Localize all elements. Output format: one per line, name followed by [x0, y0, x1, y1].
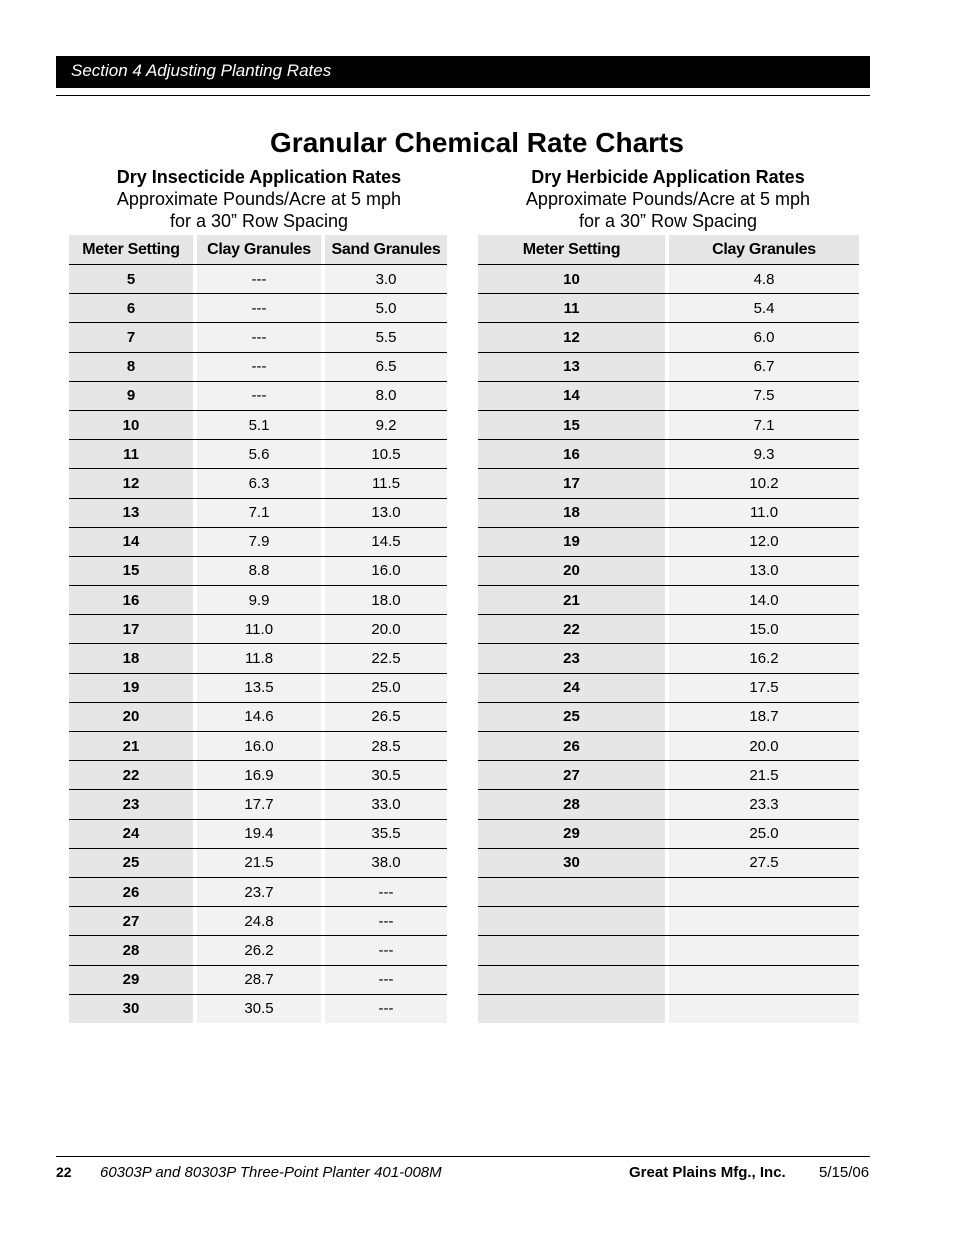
rate-cell: 16.2 [669, 643, 859, 672]
meter-setting-cell: 17 [478, 468, 665, 497]
rate-cell: 13.0 [669, 556, 859, 585]
table-row [69, 643, 447, 672]
table-row [478, 819, 859, 848]
rate-cell: 7.9 [197, 527, 321, 556]
meter-setting-cell [478, 935, 665, 964]
meter-setting-cell: 26 [69, 877, 193, 906]
rate-cell: --- [325, 935, 447, 964]
meter-setting-cell: 22 [478, 614, 665, 643]
meter-setting-cell: 8 [69, 352, 193, 381]
table-row [478, 935, 859, 964]
rate-cell: 9.9 [197, 585, 321, 614]
meter-setting-cell: 12 [478, 322, 665, 351]
table-row [478, 264, 859, 293]
herbicide-subheading-1: Approximate Pounds/Acre at 5 mph [525, 189, 811, 209]
meter-setting-cell: 11 [69, 439, 193, 468]
rate-cell: 7.1 [669, 410, 859, 439]
table-row [478, 965, 859, 994]
meter-setting-cell: 15 [69, 556, 193, 585]
table-row [478, 614, 859, 643]
rate-cell [669, 906, 859, 935]
rate-cell: 5.4 [669, 293, 859, 322]
herbicide-heading: Dry Herbicide Application Rates [531, 167, 805, 187]
meter-setting-cell: 25 [478, 702, 665, 731]
document-date: 5/15/06 [819, 1164, 870, 1181]
meter-setting-cell: 16 [478, 439, 665, 468]
table-row [69, 906, 447, 935]
rate-cell: 8.8 [197, 556, 321, 585]
rate-cell: --- [197, 293, 321, 322]
rate-cell: --- [197, 381, 321, 410]
rate-cell: 14.0 [669, 585, 859, 614]
section-header-bar [56, 56, 870, 88]
meter-setting-cell: 18 [69, 643, 193, 672]
meter-setting-cell: 30 [69, 994, 193, 1023]
table-row [69, 293, 447, 322]
meter-setting-cell: 12 [69, 468, 193, 497]
rate-cell: 33.0 [325, 789, 447, 818]
rate-cell: 16.0 [197, 731, 321, 760]
meter-setting-cell [478, 965, 665, 994]
meter-setting-cell: 14 [478, 381, 665, 410]
table-row [478, 352, 859, 381]
rate-cell: 11.8 [197, 643, 321, 672]
section-header-text: Section 4 Adjusting Planting Rates [71, 61, 332, 80]
table-row [69, 935, 447, 964]
meter-setting-cell: 13 [478, 352, 665, 381]
table-row [478, 848, 859, 877]
rate-cell: 18.7 [669, 702, 859, 731]
rate-cell: 5.6 [197, 439, 321, 468]
table-row [69, 760, 447, 789]
footer-divider [56, 1156, 870, 1157]
rate-cell: 24.8 [197, 906, 321, 935]
rate-cell: --- [197, 264, 321, 293]
rate-cell: 28.5 [325, 731, 447, 760]
rate-cell: 14.6 [197, 702, 321, 731]
rate-cell: 27.5 [669, 848, 859, 877]
meter-setting-cell [478, 994, 665, 1023]
page-number: 22 [56, 1164, 72, 1180]
table-row [69, 994, 447, 1023]
rate-cell: 30.5 [325, 760, 447, 789]
rate-cell: 10.5 [325, 439, 447, 468]
rate-cell: 21.5 [197, 848, 321, 877]
meter-setting-cell: 16 [69, 585, 193, 614]
rate-cell: 7.1 [197, 498, 321, 527]
herbicide-rate-table [478, 235, 859, 1023]
meter-setting-cell: 22 [69, 760, 193, 789]
rate-cell: --- [325, 877, 447, 906]
table-row [69, 527, 447, 556]
table-row [478, 731, 859, 760]
table-row [478, 556, 859, 585]
meter-setting-cell: 28 [478, 789, 665, 818]
rate-cell [669, 877, 859, 906]
meter-setting-cell: 27 [69, 906, 193, 935]
table-row [478, 381, 859, 410]
rate-cell: 14.5 [325, 527, 447, 556]
table-row [478, 877, 859, 906]
table-header-row [69, 235, 447, 264]
rate-cell: 15.0 [669, 614, 859, 643]
rate-cell: --- [197, 322, 321, 351]
rate-cell: 19.4 [197, 819, 321, 848]
column-header: Clay Granules [669, 235, 859, 264]
rate-cell: 20.0 [669, 731, 859, 760]
table-row [69, 673, 447, 702]
table-row [69, 264, 447, 293]
rate-cell: --- [325, 994, 447, 1023]
meter-setting-cell: 21 [478, 585, 665, 614]
rate-cell: 3.0 [325, 264, 447, 293]
table-row [69, 439, 447, 468]
rate-cell: 26.2 [197, 935, 321, 964]
rate-cell [669, 994, 859, 1023]
table-row [478, 410, 859, 439]
rate-cell: --- [325, 906, 447, 935]
table-row [69, 848, 447, 877]
insecticide-subheading-2: for a 30” Row Spacing [169, 211, 349, 231]
insecticide-heading: Dry Insecticide Application Rates [116, 167, 402, 187]
rate-cell: 5.1 [197, 410, 321, 439]
table-row [69, 614, 447, 643]
rate-cell: 13.5 [197, 673, 321, 702]
rate-cell: 22.5 [325, 643, 447, 672]
rate-cell: 5.0 [325, 293, 447, 322]
rate-cell: 38.0 [325, 848, 447, 877]
meter-setting-cell: 14 [69, 527, 193, 556]
rate-cell [669, 965, 859, 994]
rate-cell [669, 935, 859, 964]
table-row [69, 702, 447, 731]
rate-cell: 11.5 [325, 468, 447, 497]
rate-cell: 35.5 [325, 819, 447, 848]
meter-setting-cell [478, 877, 665, 906]
meter-setting-cell: 29 [478, 819, 665, 848]
meter-setting-cell: 24 [69, 819, 193, 848]
rate-cell: 5.5 [325, 322, 447, 351]
herbicide-table-heading [478, 166, 858, 232]
table-row [69, 322, 447, 351]
table-row [478, 468, 859, 497]
rate-cell: 6.3 [197, 468, 321, 497]
rate-cell: 20.0 [325, 614, 447, 643]
rate-cell: 7.5 [669, 381, 859, 410]
rate-cell: 9.2 [325, 410, 447, 439]
meter-setting-cell: 30 [478, 848, 665, 877]
meter-setting-cell: 19 [69, 673, 193, 702]
column-header: Sand Granules [325, 235, 447, 264]
table-row [478, 585, 859, 614]
meter-setting-cell: 10 [478, 264, 665, 293]
meter-setting-cell: 19 [478, 527, 665, 556]
column-header: Meter Setting [69, 235, 193, 264]
table-row [69, 731, 447, 760]
table-row [478, 760, 859, 789]
table-row [69, 410, 447, 439]
table-row [69, 789, 447, 818]
rate-cell: 16.0 [325, 556, 447, 585]
table-row [478, 293, 859, 322]
rate-cell: 23.3 [669, 789, 859, 818]
rate-cell: --- [325, 965, 447, 994]
table-row [69, 498, 447, 527]
table-row [69, 381, 447, 410]
table-row [69, 585, 447, 614]
meter-setting-cell: 7 [69, 322, 193, 351]
rate-cell: 6.0 [669, 322, 859, 351]
meter-setting-cell: 23 [69, 789, 193, 818]
table-row [478, 322, 859, 351]
table-header-row [478, 235, 859, 264]
meter-setting-cell: 10 [69, 410, 193, 439]
table-row [69, 819, 447, 848]
page-title: Granular Chemical Rate Charts [270, 127, 684, 158]
meter-setting-cell: 21 [69, 731, 193, 760]
meter-setting-cell: 20 [69, 702, 193, 731]
rate-cell: 25.0 [325, 673, 447, 702]
insecticide-subheading-1: Approximate Pounds/Acre at 5 mph [116, 189, 402, 209]
rate-cell: 6.7 [669, 352, 859, 381]
table-row [478, 643, 859, 672]
rate-cell: 30.5 [197, 994, 321, 1023]
rate-cell: 9.3 [669, 439, 859, 468]
table-row [478, 789, 859, 818]
meter-setting-cell: 6 [69, 293, 193, 322]
rate-cell: 23.7 [197, 877, 321, 906]
meter-setting-cell: 27 [478, 760, 665, 789]
rate-cell: 18.0 [325, 585, 447, 614]
rate-cell: 10.2 [669, 468, 859, 497]
table-row [69, 352, 447, 381]
meter-setting-cell: 20 [478, 556, 665, 585]
rate-cell: --- [197, 352, 321, 381]
rate-cell: 17.5 [669, 673, 859, 702]
meter-setting-cell: 26 [478, 731, 665, 760]
table-row [69, 468, 447, 497]
meter-setting-cell: 23 [478, 643, 665, 672]
table-row [69, 877, 447, 906]
meter-setting-cell: 29 [69, 965, 193, 994]
rate-cell: 21.5 [669, 760, 859, 789]
rate-cell: 16.9 [197, 760, 321, 789]
rate-cell: 11.0 [669, 498, 859, 527]
table-row [478, 527, 859, 556]
rate-cell: 8.0 [325, 381, 447, 410]
table-row [478, 906, 859, 935]
rate-cell: 28.7 [197, 965, 321, 994]
table-row [478, 498, 859, 527]
meter-setting-cell: 5 [69, 264, 193, 293]
rate-cell: 11.0 [197, 614, 321, 643]
company-name: Great Plains Mfg., Inc. [629, 1164, 786, 1181]
table-row [478, 673, 859, 702]
meter-setting-cell: 18 [478, 498, 665, 527]
meter-setting-cell: 17 [69, 614, 193, 643]
table-row [478, 702, 859, 731]
herbicide-subheading-2: for a 30” Row Spacing [578, 211, 758, 231]
meter-setting-cell: 24 [478, 673, 665, 702]
table-row [478, 994, 859, 1023]
rate-cell: 4.8 [669, 264, 859, 293]
table-row [478, 439, 859, 468]
table-row [69, 965, 447, 994]
document-name: 60303P and 80303P Three-Point Planter 401-008M [100, 1164, 442, 1181]
rate-cell: 26.5 [325, 702, 447, 731]
section-divider [56, 95, 870, 96]
meter-setting-cell: 11 [478, 293, 665, 322]
meter-setting-cell: 13 [69, 498, 193, 527]
insecticide-table-heading [69, 166, 449, 232]
meter-setting-cell: 15 [478, 410, 665, 439]
rate-cell: 17.7 [197, 789, 321, 818]
rate-cell: 13.0 [325, 498, 447, 527]
rate-cell: 6.5 [325, 352, 447, 381]
meter-setting-cell: 9 [69, 381, 193, 410]
meter-setting-cell [478, 906, 665, 935]
rate-cell: 25.0 [669, 819, 859, 848]
meter-setting-cell: 25 [69, 848, 193, 877]
insecticide-rate-table [69, 235, 447, 1023]
table-row [69, 556, 447, 585]
column-header: Clay Granules [197, 235, 321, 264]
meter-setting-cell: 28 [69, 935, 193, 964]
column-header: Meter Setting [478, 235, 665, 264]
rate-cell: 12.0 [669, 527, 859, 556]
